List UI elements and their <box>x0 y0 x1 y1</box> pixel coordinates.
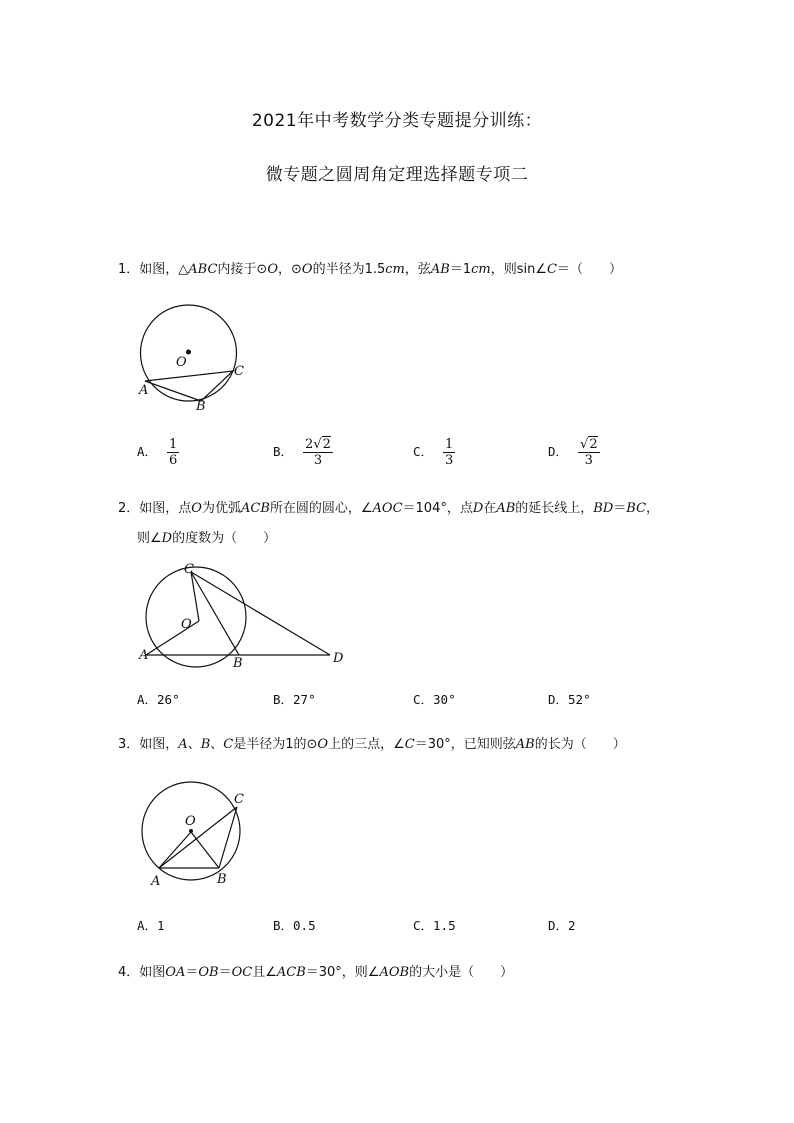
question-number: 2． <box>118 501 140 516</box>
q-text: ＝ <box>613 501 627 516</box>
question-3-text <box>118 733 626 752</box>
numerator: 1 <box>169 437 178 452</box>
question-3-figure <box>135 790 265 895</box>
worksheet-title: 2021年中考数学分类专题提分训练： <box>251 111 543 131</box>
q3-option-d[interactable] <box>548 916 576 934</box>
q-text: 、 <box>187 737 201 752</box>
question-number: 1． <box>118 262 140 277</box>
q-text: ＝30°，则∠ <box>305 965 380 980</box>
q1-option-d[interactable] <box>548 437 600 468</box>
label-a: A <box>151 874 161 889</box>
q-var: AB <box>496 501 516 516</box>
q-var: BD <box>593 501 614 516</box>
label-b: B <box>196 399 206 414</box>
option-text: 30° <box>433 692 456 707</box>
option-letter: B． <box>273 444 294 459</box>
denominator: 3 <box>584 453 593 468</box>
option-letter: D． <box>548 692 569 707</box>
label-d: D <box>333 651 344 666</box>
question-1-text <box>118 258 622 277</box>
q-var: OB <box>198 965 219 980</box>
option-letter: C． <box>413 918 434 933</box>
option-text: 26° <box>157 692 180 707</box>
q2-option-d[interactable] <box>548 690 591 708</box>
question-number: 3． <box>118 737 140 752</box>
segment-cd <box>191 572 330 655</box>
q-text: 在 <box>483 501 497 516</box>
triangle-abc <box>145 371 233 401</box>
q2-option-a[interactable] <box>137 690 180 708</box>
q-var: AB <box>430 262 450 277</box>
label-o: O <box>185 814 196 829</box>
q-text: 的长为（ ） <box>534 737 626 752</box>
q-text: ＝30°，已知则弦 <box>414 737 516 752</box>
denominator: 3 <box>445 453 454 468</box>
question-4-text <box>118 961 513 980</box>
q-text: 的半径为1.5 <box>312 262 386 277</box>
fraction <box>303 437 333 468</box>
question-2-text-line1 <box>118 497 659 516</box>
q-var: ACB <box>276 965 306 980</box>
question-2-figure <box>135 560 355 670</box>
q-var: BC <box>626 501 647 516</box>
q-var: O <box>301 262 313 277</box>
q-text: 内接于⊙ <box>217 262 268 277</box>
q-var: A <box>178 737 188 752</box>
option-letter: D． <box>548 444 569 459</box>
q-var: ACB <box>240 501 270 516</box>
fraction <box>443 437 455 468</box>
q3-option-b[interactable] <box>273 916 316 934</box>
numerator: 1 <box>445 437 454 452</box>
q-var: AOC <box>372 501 403 516</box>
q-text: 是半径为1的⊙ <box>233 737 318 752</box>
q-var: O <box>191 501 202 516</box>
q-text: 、 <box>210 737 224 752</box>
q-var: O <box>267 262 278 277</box>
q-text: ，则sin∠ <box>490 262 548 277</box>
q2-option-b[interactable] <box>273 690 316 708</box>
center-point <box>189 829 193 833</box>
q-text: ＝ <box>218 965 232 980</box>
q1-option-b[interactable] <box>273 437 333 468</box>
q-text: 且∠ <box>252 965 277 980</box>
option-text: 27° <box>293 692 316 707</box>
q-var: D <box>472 501 484 516</box>
q1-option-c[interactable] <box>413 437 455 468</box>
label-c: C <box>184 562 194 577</box>
option-letter: A． <box>137 918 158 933</box>
q-var: cm <box>471 262 491 277</box>
numerator: √2 <box>580 437 598 452</box>
q-text: 上的三点，∠ <box>328 737 405 752</box>
q-var: AOB <box>379 965 410 980</box>
q-var: C <box>547 262 557 277</box>
label-b: B <box>233 656 243 671</box>
q-text: 则∠ <box>137 531 162 546</box>
radicand: 2 <box>589 437 598 452</box>
q-text: ，弦 <box>404 262 431 277</box>
q-text: ，⊙ <box>278 262 302 277</box>
question-2-text-line2 <box>137 527 276 546</box>
q-text: 为优弧 <box>201 501 241 516</box>
option-letter: A． <box>137 692 158 707</box>
denominator: 3 <box>313 453 323 468</box>
q-text: ， <box>646 501 660 516</box>
q-text: ＝（ ） <box>556 262 622 277</box>
q-var: C <box>404 737 415 752</box>
q-var: O <box>317 737 329 752</box>
q-text: 的大小是（ ） <box>409 965 514 980</box>
option-letter: B． <box>273 692 294 707</box>
option-letter: C． <box>413 692 434 707</box>
coefficient: 2 <box>305 437 314 452</box>
option-text: 1 <box>157 918 165 933</box>
segment-ac <box>159 807 237 868</box>
label-a: A <box>139 383 149 398</box>
q-text: 如图， <box>139 737 179 752</box>
label-a: A <box>139 648 149 663</box>
circle-o <box>146 567 246 667</box>
q1-option-a[interactable] <box>137 437 179 468</box>
q-var: B <box>200 737 211 752</box>
question-1-figure <box>130 300 260 420</box>
label-o: O <box>181 617 192 632</box>
fraction <box>578 437 600 468</box>
option-letter: B． <box>273 918 294 933</box>
q2-option-c[interactable] <box>413 690 456 708</box>
q-var: D <box>161 531 173 546</box>
worksheet-subtitle: 微专题之圆周角定理选择题专项二 <box>265 165 529 185</box>
q-text: ＝ <box>185 965 199 980</box>
label-c: C <box>234 792 244 807</box>
q3-option-c[interactable] <box>413 916 456 934</box>
option-letter: C． <box>413 444 434 459</box>
q-text: 所在圆的圆心，∠ <box>269 501 373 516</box>
q-text: 的延长线上， <box>515 501 594 516</box>
denominator: 6 <box>169 453 178 468</box>
radicand: 2 <box>322 437 331 452</box>
label-c: C <box>234 364 244 379</box>
q-text: 的度数为（ ） <box>172 531 277 546</box>
option-text: 52° <box>568 692 591 707</box>
segment-ao <box>159 832 191 868</box>
q-var: C <box>223 737 234 752</box>
question-number: 4． <box>118 965 140 980</box>
q-text: ＝104°，点 <box>402 501 473 516</box>
option-text: 0.5 <box>293 918 316 933</box>
q-var: OC <box>231 965 253 980</box>
option-text: 1.5 <box>433 918 456 933</box>
segment-ob <box>191 832 219 868</box>
q3-option-a[interactable] <box>137 916 165 934</box>
center-point <box>186 350 191 355</box>
option-letter: D． <box>548 918 569 933</box>
numerator: 2√2 <box>305 437 331 452</box>
segment-cb <box>219 807 237 868</box>
option-text: 2 <box>568 918 576 933</box>
q-text: 如图，△ <box>139 262 189 277</box>
option-letter: A． <box>137 444 158 459</box>
q-var: cm <box>385 262 405 277</box>
fraction <box>167 437 179 468</box>
label-b: B <box>217 872 227 887</box>
q-var: ABC <box>188 262 218 277</box>
q-text: 如图，点 <box>139 501 192 516</box>
q-text: ＝1 <box>449 262 472 277</box>
q-var: OA <box>165 965 186 980</box>
q-var: AB <box>515 737 535 752</box>
label-o: O <box>176 355 187 370</box>
q-text: 如图 <box>139 965 166 980</box>
